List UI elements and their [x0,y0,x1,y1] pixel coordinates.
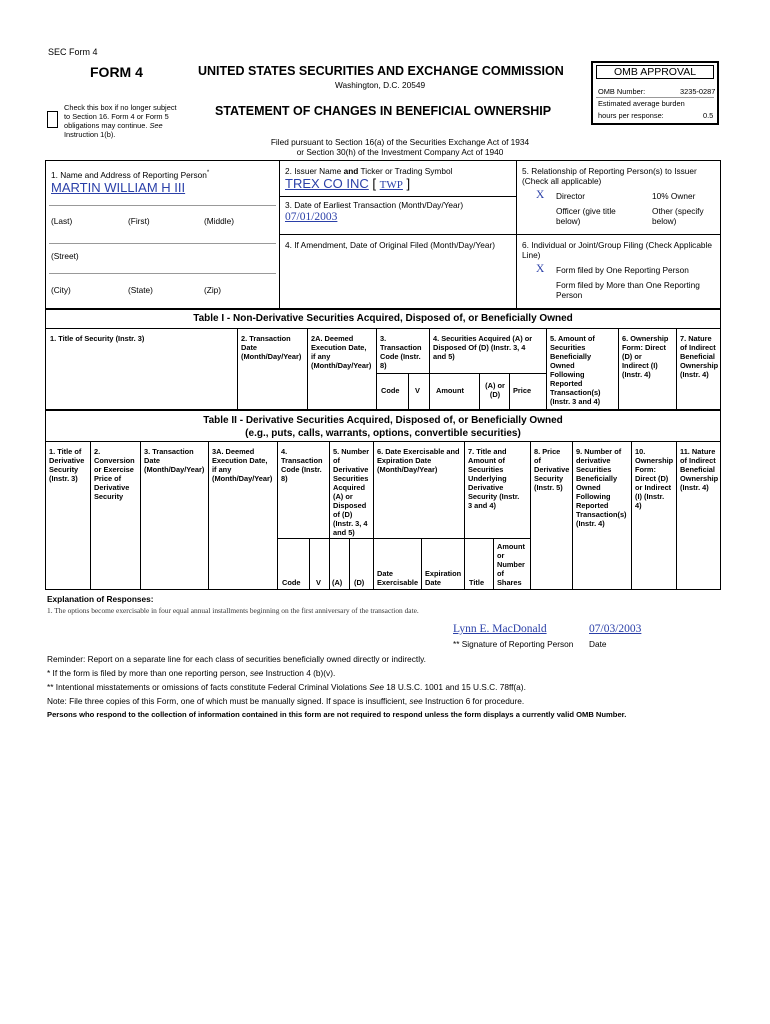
agency-city: Washington, D.C. 20549 [335,80,426,90]
signature-label: ** Signature of Reporting Person [453,639,574,649]
t1-col-code: 3. Transaction Code (Instr. 8) [380,334,422,370]
box6-label: 6. Individual or Joint/Group Filing (Check Applicable Line) [522,240,713,260]
omb-hours-value: 0.5 [703,111,714,120]
reporting-person-name: MARTIN WILLIAM H III [51,180,186,195]
reminder: Reminder: Report on a separate line for each class of securities beneficially owned directly or indirectly. [47,654,426,664]
t2-sub-a: (A) [332,578,343,587]
one-person-checkmark[interactable]: X [536,263,545,275]
table-two-title: Table II - Derivative Securities Acquired, Disposed of, or Beneficially Owned (e.g., puts, calls, warrants, options, convertible securities) [203,415,563,439]
issuer-name: TREX CO INC [285,176,369,191]
zip-label: (Zip) [204,285,222,295]
filed-pursuant: Filed pursuant to Section 16(a) of the Securities Exchange Act of 1934 or Section 30(h) of the Investment Company Act of 1940 [270,137,530,157]
t1-col-ownership-form: 6. Ownership Form: Direct (D) or Indirect (I) (Instr. 4) [622,334,669,379]
t2-sub-amount: Amount or Number of Shares [497,542,525,587]
ten-percent-owner-label: 10% Owner [652,191,696,201]
table-one-title: Table I - Non-Derivative Securities Acquired, Disposed of, or Beneficially Owned [193,313,573,324]
explanation-title: Explanation of Responses: [47,594,154,604]
t2-sub-title: Title [469,578,485,587]
street-label: (Street) [51,251,79,261]
t2-col-title: 1. Title of Derivative Security (Instr. 3) [49,447,85,483]
date-label: Date [589,639,607,649]
issuer-line: TREX CO INC [ TWP ] [285,176,411,191]
t2-sub-v: V [316,578,321,587]
checkbox-instructions: Check this box if no longer subject to Section 16. Form 4 or Form 5 obligations may continue. See Instruction 1(b). [64,103,177,139]
signature-date: 07/03/2003 [589,623,642,635]
t1-col-nature: 7. Nature of Indirect Beneficial Ownership (Instr. 4) [680,334,719,379]
omb-title: OMB APPROVAL [613,66,697,78]
t2-col-ownership-form: 10. Ownership Form: Direct (D) or Indirect (I) (Instr. 4) [635,447,674,510]
city-label: (City) [51,285,71,295]
note-double-star: ** Intentional misstatements or omissions of facts constitute Federal Criminal Violations See 18 U.S.C. 1001 and 15 U.S.C. 78ff(a). [47,682,526,692]
agency-title: UNITED STATES SECURITIES AND EXCHANGE COMMISSION [198,64,564,78]
t1-sub-amount: Amount [436,386,464,395]
t2-col-deemed: 3A. Deemed Execution Date, if any (Month/Day/Year) [212,447,273,483]
omb-burden-label: Estimated average burden [598,99,685,108]
persons-notice: Persons who respond to the collection of information contained in this form are not required to respond unless the form displays a currently valid OMB Number. [47,710,627,719]
t1-sub-v: V [415,386,420,395]
sec-form-label: SEC Form 4 [48,47,98,57]
t2-sub-date-exercisable: Date Exercisable [377,569,419,587]
t2-col-number: 5. Number of Derivative Securities Acquired (A) or Disposed of (D) (Instr. 3, 4 and 5) [333,447,370,537]
form-title: FORM 4 [90,64,143,80]
t2-col-price: 8. Price of Derivative Security (Instr. 5) [534,447,570,492]
t1-col-date: 2. Transaction Date (Month/Day/Year) [241,334,302,361]
explanation-1: 1. The options become exercisable in four equal annual installments beginning on the first anniversary of the transaction date. [47,606,419,615]
t2-col-conversion: 2. Conversion or Exercise Price of Derivative Security [94,447,135,501]
t2-col-code: 4. Transaction Code (Instr. 8) [281,447,323,483]
t2-col-exercisable: 6. Date Exercisable and Expiration Date (Month/Day/Year) [377,447,460,474]
officer-label: Officer (give title below) [556,206,616,226]
t1-col-deemed: 2A. Deemed Execution Date, if any (Month/Day/Year) [311,334,372,370]
statement-title: STATEMENT OF CHANGES IN BENEFICIAL OWNERSHIP [215,104,552,118]
no-longer-subject-checkbox[interactable] [47,111,58,128]
other-label: Other (specify below) [652,206,704,226]
t1-col-securities: 4. Securities Acquired (A) or Disposed Of (D) (Instr. 3, 4 and 5) [433,334,533,361]
t2-col-number-owned: 9. Number of derivative Securities Beneficially Owned Following Reported Transaction(s) (Instr. 4) [576,447,627,528]
note-file: Note: File three copies of this Form, one of which must be manually signed. If space is insufficient, see Instruction 6 for procedure. [47,696,525,706]
t1-col-title: 1. Title of Security (Instr. 3) [50,334,145,343]
omb-hours-label: hours per response: [598,111,664,120]
one-reporting-person-label: Form filed by One Reporting Person [556,265,689,275]
director-label: Director [556,191,586,201]
last-label: (Last) [51,216,73,226]
t1-sub-price: Price [513,386,532,395]
signature-name: Lynn E. MacDonald [453,623,547,635]
t1-sub-a-or-d: (A) or (D) [485,381,505,399]
earliest-transaction-date: 07/01/2003 [285,211,338,223]
omb-number-value: 3235-0287 [680,87,716,96]
box3-label: 3. Date of Earliest Transaction (Month/Day/Year) [285,200,464,210]
state-label: (State) [128,285,153,295]
t2-sub-d: (D) [354,578,365,587]
t2-col-underlying: 7. Title and Amount of Securities Underlying Derivative Security (Instr. 3 and 4) [468,447,520,510]
t1-col-amount-owned: 5. Amount of Securities Beneficially Owned Following Reported Transaction(s) (Instr. 3 and 4) [550,334,601,406]
middle-label: (Middle) [204,216,234,226]
t2-sub-code: Code [282,578,301,587]
ticker-symbol: TWP [379,179,403,191]
box5-label: 5. Relationship of Reporting Person(s) to Issuer (Check all applicable) [522,166,697,186]
note-star: * If the form is filed by more than one reporting person, see Instruction 4 (b)(v). [47,668,336,678]
t2-col-nature: 11. Nature of Indirect Beneficial Ownership (Instr. 4) [680,447,719,492]
t1-sub-code: Code [381,386,400,395]
t2-sub-expiration: Expiration Date [425,569,462,587]
box4-label: 4. If Amendment, Date of Original Filed (Month/Day/Year) [285,240,495,250]
director-checkmark[interactable]: X [536,189,545,201]
box1-label: 1. Name and Address of Reporting Person* [51,169,210,180]
box2-label: 2. Issuer Name and Ticker or Trading Symbol [285,166,453,176]
t2-col-date: 3. Transaction Date (Month/Day/Year) [144,447,205,474]
first-label: (First) [128,216,150,226]
omb-number-label: OMB Number: [598,87,646,96]
more-reporting-persons-label: Form filed by More than One Reporting Person [556,280,700,300]
